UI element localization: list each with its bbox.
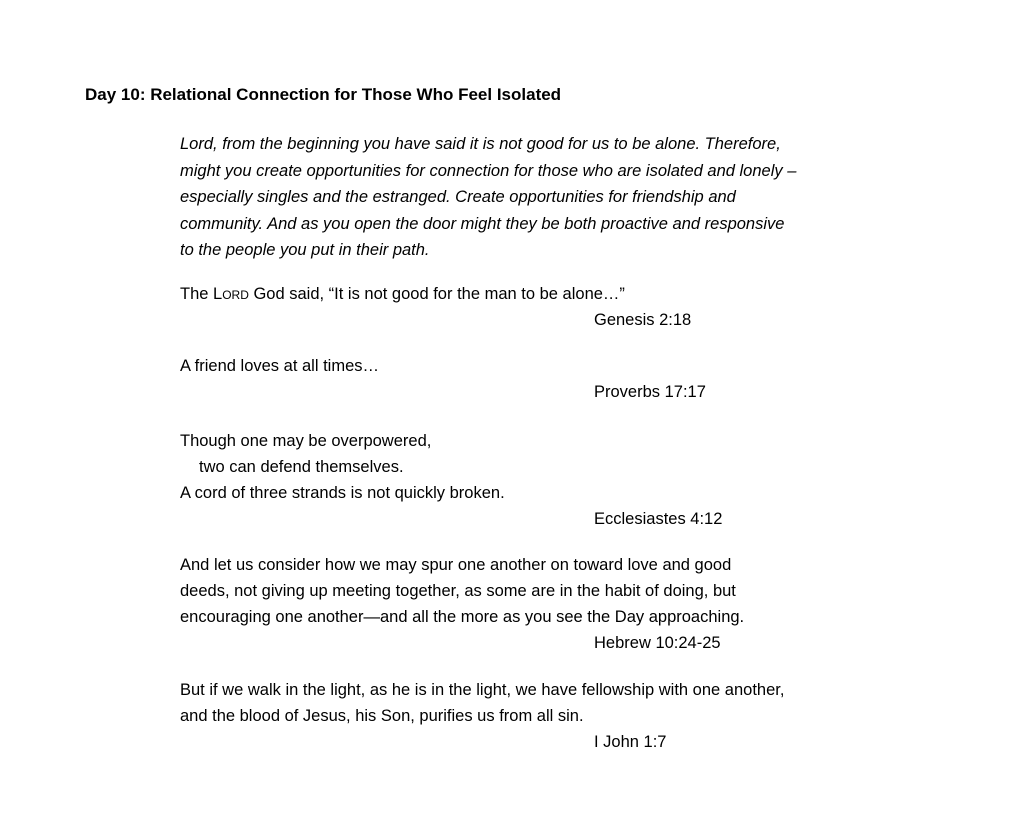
- verse-reference: I John 1:7: [594, 733, 667, 751]
- verse-reference: Ecclesiastes 4:12: [594, 510, 723, 528]
- verse-line: encouraging one another—and all the more as you see the Day approaching.: [180, 608, 745, 626]
- verse-line: two can defend themselves.: [199, 458, 404, 476]
- prayer-line: especially singles and the estranged. Create opportunities for friendship and: [180, 188, 736, 206]
- verse-text: The: [180, 285, 214, 303]
- prayer-line: Lord, from the beginning you have said it is not good for us to be alone. Therefore,: [180, 135, 781, 153]
- verse-reference: Genesis 2:18: [594, 311, 692, 329]
- verse-ecclesiastes: [180, 428, 722, 532]
- verse-line: But if we walk in the light, as he is in the light, we have fellowship with one another,: [180, 681, 785, 699]
- verse-hebrews: [180, 552, 744, 656]
- verse-reference: Proverbs 17:17: [594, 383, 706, 401]
- verse-john: [180, 677, 784, 755]
- verse-reference: Hebrew 10:24-25: [594, 634, 721, 652]
- prayer-line: to the people you put in their path.: [180, 241, 430, 259]
- verse-line: and the blood of Jesus, his Son, purifies us from all sin.: [180, 707, 584, 725]
- verse-line: Though one may be overpowered,: [180, 432, 432, 450]
- verse-line: [180, 281, 691, 307]
- verse-line: A friend loves at all times…: [180, 357, 379, 375]
- prayer-line: might you create opportunities for connection for those who are isolated and lonely –: [180, 161, 797, 180]
- page-title: Day 10: Relational Connection for Those Who Feel Isolated: [85, 85, 562, 104]
- verse-proverbs: [180, 353, 706, 405]
- verse-line: deeds, not giving up meeting together, as some are in the habit of doing, but: [180, 582, 736, 600]
- prayer-paragraph: [180, 131, 940, 264]
- verse-genesis: [180, 281, 691, 333]
- lord-smallcaps: Lord: [213, 285, 249, 303]
- verse-text: God said, “It is not good for the man to be alone…”: [248, 285, 625, 303]
- verse-line: And let us consider how we may spur one another on toward love and good: [180, 556, 732, 574]
- prayer-line: community. And as you open the door might they be both proactive and responsive: [180, 214, 785, 233]
- verse-line: A cord of three strands is not quickly broken.: [180, 484, 505, 502]
